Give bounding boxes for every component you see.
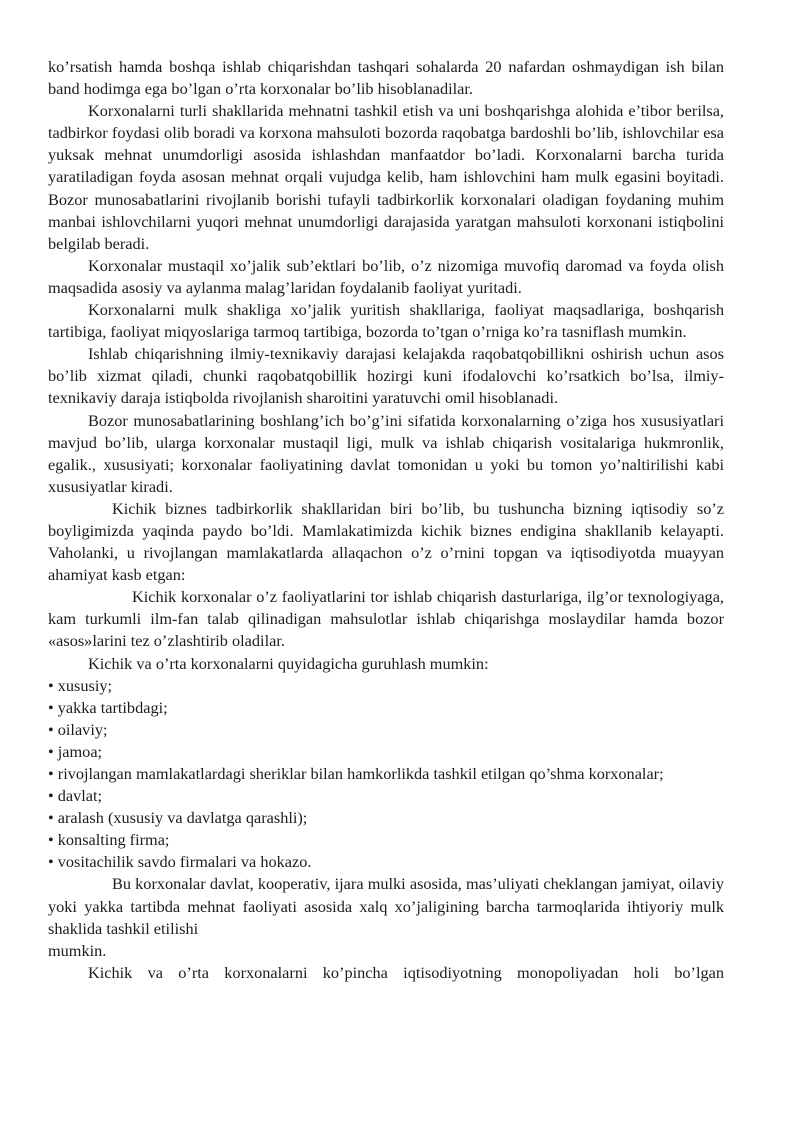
list-item: • xususiy; bbox=[48, 675, 113, 695]
paragraph-4: Korxonalarni mulk shakliga xo’jalik yuritish shakllariga, faoliyat maqsadlariga, boshqarish tartibiga, faoliyat miqyoslariga tarmoq tartibiga, bozorda to’tgan o’rniga ko’ra tasniflash mumkin. bbox=[48, 300, 724, 342]
paragraph-5: Ishlab chiqarishning ilmiy-texnikaviy darajasi kelajakda raqobatqobillikni oshirish uchun asos bo’lib xizmat qiladi, chunki raqobatqobillik hozirgi kuni ifodalovchi ko’rsatkich bo’lsa, ilmiy-texnikaviy daraja istiqbolda rivojlanish sharoitini yaratuvchi omil hisoblanadi. bbox=[48, 344, 724, 408]
list-intro: Kichik va o’rta korxonalarni quyidagicha guruhlash mumkin: bbox=[88, 653, 489, 673]
paragraph-9: Bu korxonalar davlat, kooperativ, ijara mulki asosida, mas’uliyati cheklangan jamiyat, oilaviy yoki yakka tartibda mehnat faoliyati asosida xalq xo’jaligining barcha tarmoqlarida ihtiyoriy mulk shaklida tashkil etilishi bbox=[48, 874, 724, 938]
list-item: • konsalting firma; bbox=[48, 830, 170, 850]
paragraph-3: Korxonalar mustaqil xo’jalik sub’ektlari bo’lib, o’z nizomiga muvofiq daromad va foyda olish maqsadida asosiy va aylanma malag’laridan foydalanib faoliyat yuritadi. bbox=[48, 255, 724, 297]
list-item: • jamoa; bbox=[48, 741, 103, 761]
paragraph-7: Kichik biznes tadbirkorlik shakllaridan biri bo’lib, bu tushuncha bizning iqtisodiy so’z boyligimizda yaqinda paydo bo’ldi. Mamlakatimizda kichik biznes endigina shakllanib kelayapti. Vaholanki, u rivojlangan mamlakatlarda allaqachon o’z o’rnini topgan va iqtisodiyotda muayyan ahamiyat kasb etgan: bbox=[48, 498, 724, 585]
list-item: • aralash (xususiy va davlatga qarashli); bbox=[48, 808, 308, 828]
list-item: • oilaviy; bbox=[48, 719, 108, 739]
paragraph-8: Kichik korxonalar o’z faoliyatlarini tor ishlab chiqarish dasturlariga, ilg’or texnologiyaga, kam turkumli ilm-fan talab qilinadigan mahsulotlar ishlab chiqarishga moslaydilar hamda bozor «asos»larini tez o’zlashtirib oladilar. bbox=[48, 587, 724, 651]
list-item: • rivojlangan mamlakatlardagi sheriklar bilan hamkorlikda tashkil etilgan qo’shma korxonalar; bbox=[48, 764, 664, 783]
list-item: • yakka tartibdagi; bbox=[48, 697, 168, 717]
list-item: • davlat; bbox=[48, 786, 103, 806]
paragraph-9-end: mumkin. bbox=[48, 940, 107, 960]
paragraph-10: Kichik va o’rta korxonalarni ko’pincha iqtisodiyotning monopoliyadan holi bo’lgan bbox=[88, 962, 724, 982]
paragraph-2: Korxonalarni turli shakllarida mehnatni tashkil etish va uni boshqarishga alohida e’tibor berilsa, tadbirkor foydasi olib boradi va korxona mahsuloti bozorda raqobatga bardoshli bo’lib, ishlovchilar esa yuksak mehnat unumdorligi asosida ishlashdan manfaatdor bo’ladi. Korxonalarni barcha turida yaratiladigan foyda asosan mehnat orqali vujudga kelib, ham ishlovchini ham mulk egasini boyitadi. Bozor munosabatlarini rivojlanib borishi tufayli tadbirkorlik korxonalari oladigan foydaning muhim manbai ishlovchilarni yuqori mehnat unumdorligi darajasida yaratgan mahsuloti korxonani istiqbolini belgilab beradi. bbox=[48, 101, 724, 253]
paragraph-1: ko’rsatish hamda boshqa ishlab chiqarishdan tashqari sohalarda 20 nafardan oshmaydigan ish bilan band hodimga ega bo’lgan o’rta korxonalar bo’lib hisoblanadilar. bbox=[48, 57, 724, 99]
document-page bbox=[48, 56, 724, 984]
list-item: • vositachilik savdo firmalari va hokazo. bbox=[48, 852, 312, 872]
paragraph-6: Bozor munosabatlarining boshlang’ich bo’g’ini sifatida korxonalarning o’ziga hos xususiyatlari mavjud bo’lib, ularga korxonalar mustaqil ligi, mulk va ishlab chiqarish vositalariga hukmronlik, egalik., xususiyati; korxonalar faoliyatining davlat tomonidan u yoki bu tomon yo’naltirilishi kabi xususiyatlar kiradi. bbox=[48, 410, 724, 496]
